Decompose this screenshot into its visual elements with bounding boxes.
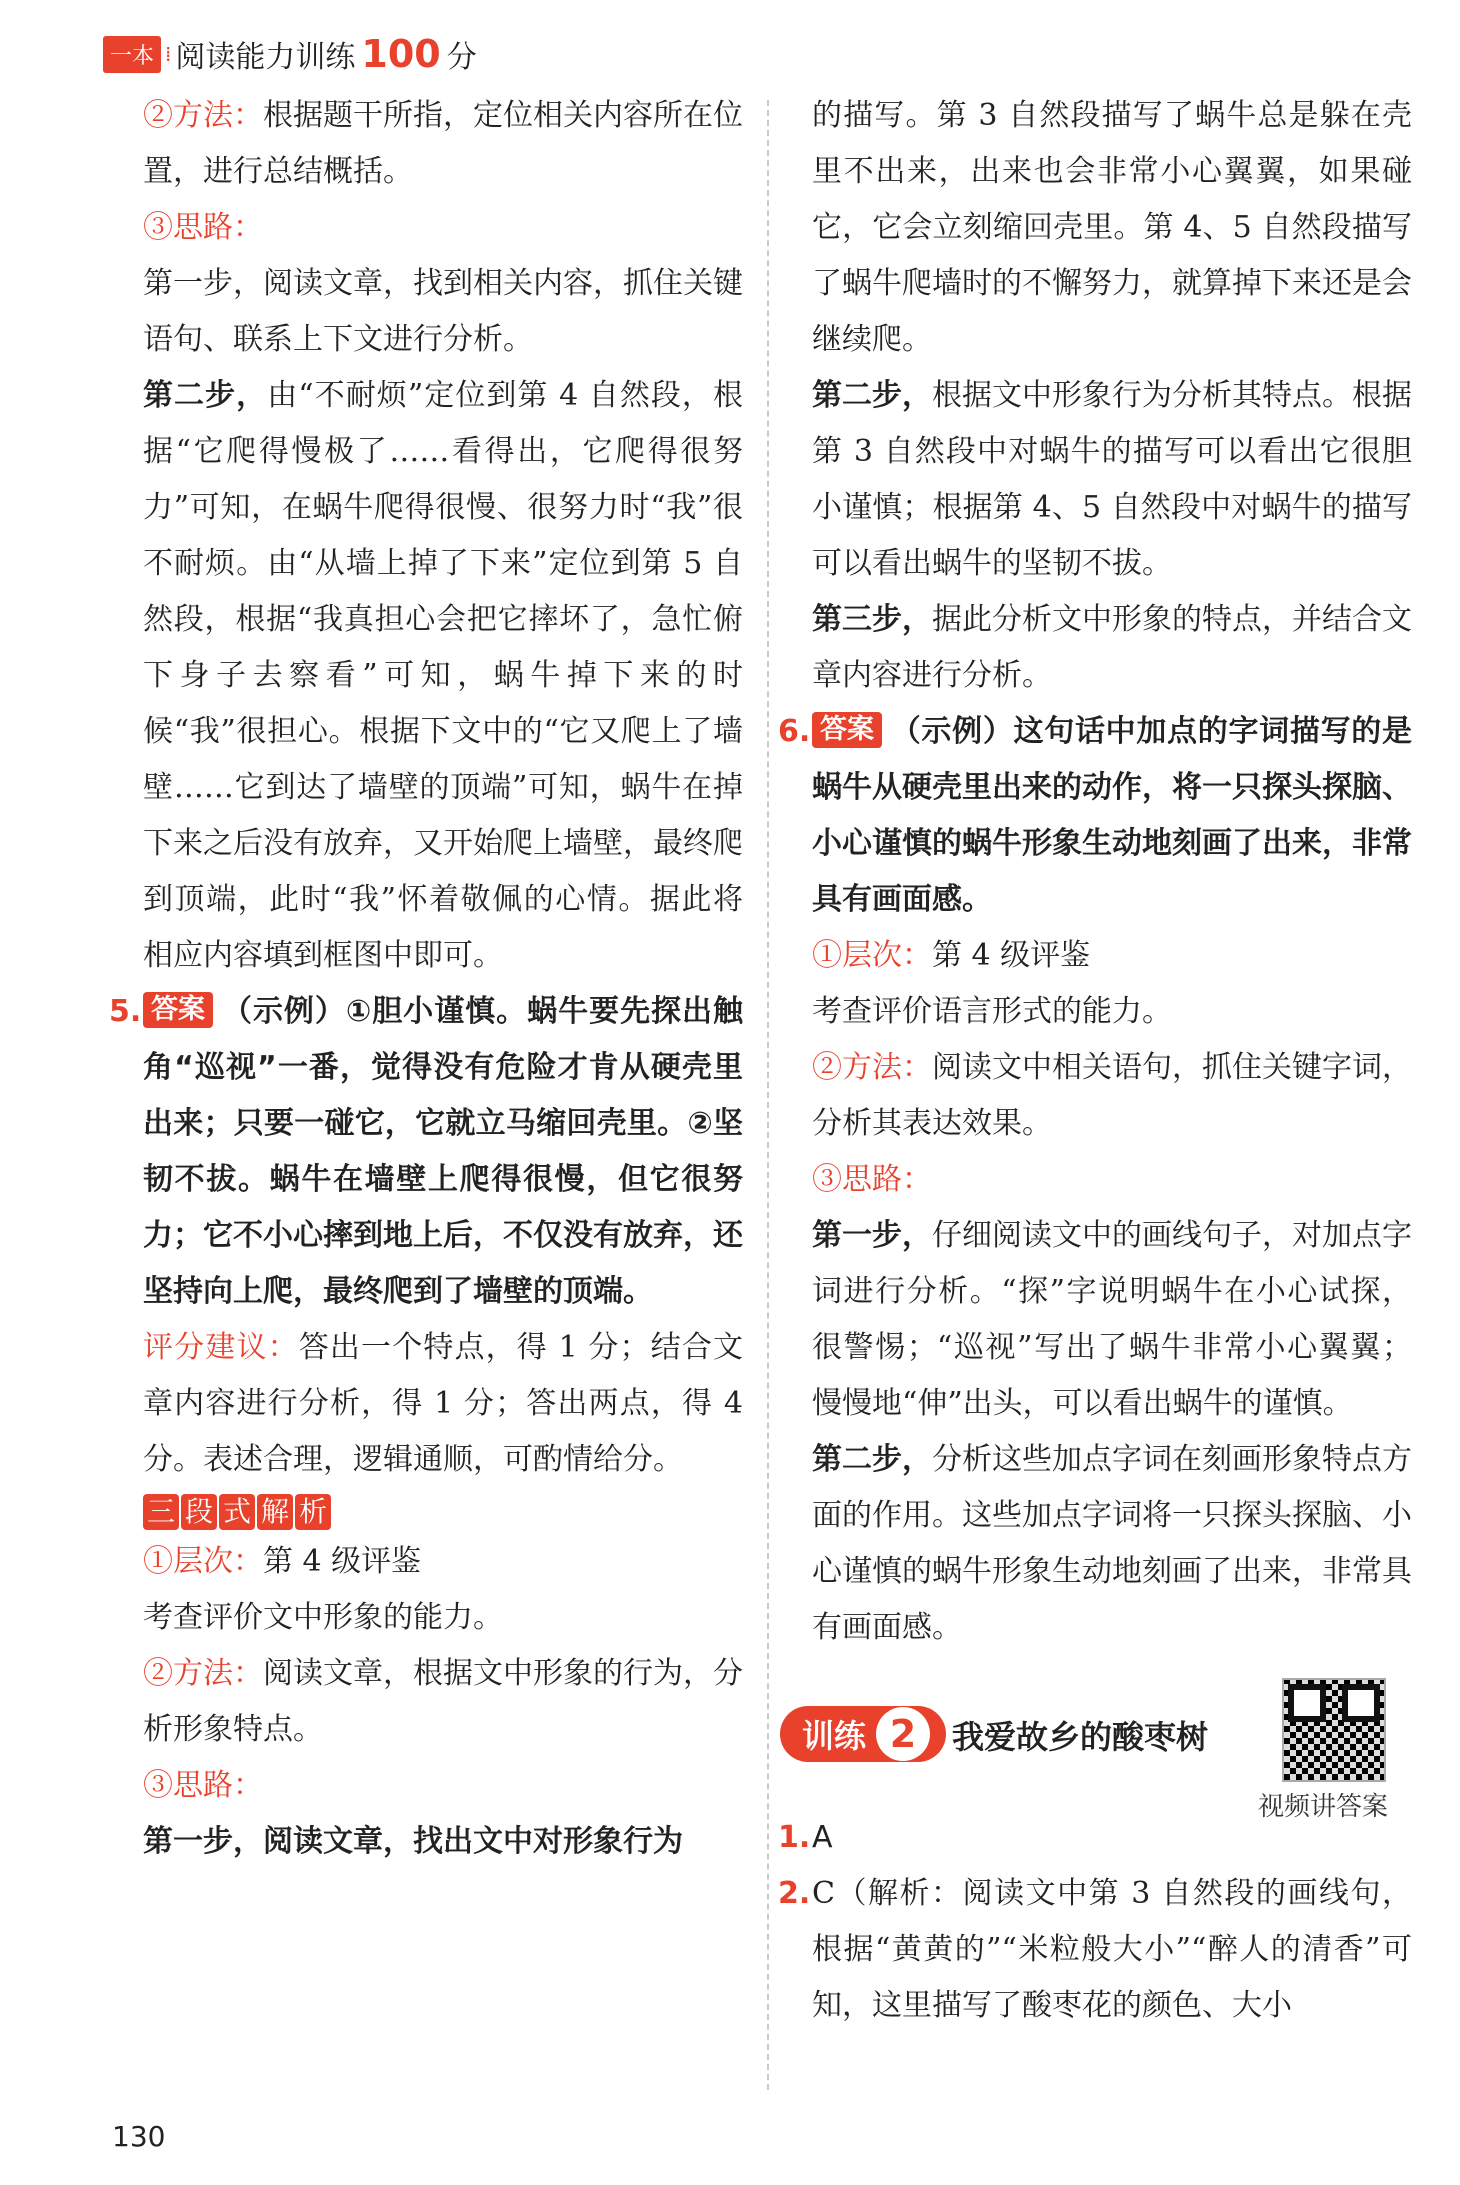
answer-tag: 答案 xyxy=(143,992,213,1028)
training-badge xyxy=(780,1706,946,1762)
thinking-label: ③思路： xyxy=(143,210,263,245)
qr-code-icon[interactable] xyxy=(1282,1678,1386,1782)
level-paragraph xyxy=(143,1534,743,1590)
method-text: 根据题干所指，定位相关内容所在位置，进行总结概括。 xyxy=(143,98,743,189)
analysis-box-3: 式 xyxy=(219,1494,255,1530)
right-level-text: 第 4 级评鉴 xyxy=(932,938,1091,973)
level-description: 考查评价文中形象的能力。 xyxy=(143,1600,503,1635)
right-step-three-lead: 第三步， xyxy=(812,602,932,637)
question-5-answer xyxy=(143,984,743,1320)
question-1-answer: A xyxy=(812,1820,833,1855)
right-step-two-b-text: 分析这些加点字词在刻画形象特点方面的作用。这些加点字词将一只探头探脑、小心谨慎的蜗牛形象生动地刻画了出来，非常具有画面感。 xyxy=(812,1442,1412,1645)
right-thinking-label: ③思路： xyxy=(812,1162,932,1197)
right-step-three xyxy=(812,592,1412,704)
series-number: 100 xyxy=(361,32,441,76)
step-two-lead: 第二步， xyxy=(143,378,268,413)
page-number: 130 xyxy=(112,2120,166,2153)
right-step-two-b xyxy=(812,1432,1412,1656)
question-2-answer: C（解析：阅读文中第 3 自然段的画线句，根据“黄黄的”“米粒般大小”“醉人的清香”可知，这里描写了酸枣花的颜色、大小 xyxy=(812,1876,1412,2023)
right-level-paragraph xyxy=(812,928,1412,984)
question-5 xyxy=(109,984,743,1320)
step-two-text: 由“不耐烦”定位到第 4 自然段，根据“它爬得慢极了……看得出，它爬得很努力”可知，在蜗牛爬得很慢、很努力时“我”很不耐烦。由“从墙上掉了下来”定位到第 5 自然段，根据“我真担心会把它摔坏了，急忙俯下身子去察看”可知，蜗牛掉下来的时候“我”很担心。根据下文中的“它又爬上了墙壁……它到达了墙壁的顶端”可知，蜗牛在掉下来之后没有放弃，又开始爬上墙壁，最终爬到顶端，此时“我”怀着敬佩的心情。据此将相应内容填到框图中即可。 xyxy=(143,378,743,973)
right-thinking-heading xyxy=(812,1152,1412,1208)
method2-text: 阅读文章，根据文中形象的行为，分析形象特点。 xyxy=(143,1656,743,1747)
method-label: ②方法： xyxy=(143,98,263,133)
answer-tag: 答案 xyxy=(812,712,882,748)
right-step-two xyxy=(812,368,1412,592)
analysis-box-5: 析 xyxy=(295,1494,331,1530)
question-6-text: （示例）这句话中加点的字词描写的是蜗牛从硬壳里出来的动作，将一只探头探脑、小心谨慎的蜗牛形象生动地刻画了出来，非常具有画面感。 xyxy=(812,714,1412,917)
right-step-two-lead: 第二步， xyxy=(812,378,932,413)
thinking2-label: ③思路： xyxy=(143,1768,263,1803)
thinking2-heading xyxy=(143,1758,743,1814)
right-method-paragraph xyxy=(812,1040,1412,1152)
page-header xyxy=(103,34,477,74)
left-column xyxy=(109,88,743,1870)
step-one: 第一步，阅读文章，找到相关内容，抓住关键语句、联系上下文进行分析。 xyxy=(143,266,743,357)
question-5-number: 5. xyxy=(109,994,142,1029)
question-1-number: 1. xyxy=(778,1820,811,1855)
step-one-b: 第一步，阅读文章，找出文中对形象行为 xyxy=(143,1824,683,1859)
separator-icon: ⁞ xyxy=(165,42,172,66)
right-step-three-text: 据此分析文中形象的特点，并结合文章内容进行分析。 xyxy=(812,602,1412,693)
training-label: 训练 xyxy=(802,1717,867,1755)
analysis-box-2: 段 xyxy=(181,1494,217,1530)
right-column xyxy=(778,88,1412,2034)
right-step-two-text: 根据文中形象行为分析其特点。根据第 3 自然段中对蜗牛的描写可以看出它很胆小谨慎；根据第 4、5 自然段中对蜗牛的描写可以看出蜗牛的坚韧不拔。 xyxy=(812,378,1412,581)
brand-logo: 一本 xyxy=(103,36,161,73)
question-1 xyxy=(778,1810,1412,1866)
level-text: 第 4 级评鉴 xyxy=(263,1544,422,1579)
right-step-two-b-lead: 第二步， xyxy=(812,1442,932,1477)
question-6-number: 6. xyxy=(778,714,811,749)
method2-paragraph xyxy=(143,1646,743,1758)
analysis-box-1: 三 xyxy=(143,1494,179,1530)
right-method-text: 阅读文中相关语句，抓住关键字词，分析其表达效果。 xyxy=(812,1050,1412,1141)
series-unit: 分 xyxy=(446,40,477,75)
method-paragraph xyxy=(143,88,743,200)
training-title: 我爱故乡的酸枣树 xyxy=(952,1718,1209,1756)
step-two xyxy=(143,368,743,984)
qr-caption: 视频讲答案 xyxy=(1258,1792,1389,1822)
question-6-answer xyxy=(812,704,1412,928)
series-title: 阅读能力训练 xyxy=(175,40,356,75)
column-divider xyxy=(767,100,769,2090)
right-step-one-lead: 第一步， xyxy=(812,1218,932,1253)
right-step-one xyxy=(812,1208,1412,1432)
question-6 xyxy=(778,704,1412,928)
right-level-description: 考查评价语言形式的能力。 xyxy=(812,994,1172,1029)
analysis-heading xyxy=(143,1494,743,1530)
thinking-heading xyxy=(143,200,743,256)
question-5-text: （示例）①胆小谨慎。蜗牛要先探出触角“巡视”一番，觉得没有危险才肯从硬壳里出来；只要一碰它，它就立马缩回壳里。②坚韧不拔。蜗牛在墙壁上爬得很慢，但它很努力；它不小心摔到地上后，不仅没有放弃，还坚持向上爬，最终爬到了墙壁的顶端。 xyxy=(143,994,743,1309)
training-2-header xyxy=(802,1678,1412,1822)
score-label: 评分建议： xyxy=(143,1330,299,1365)
score-paragraph xyxy=(143,1320,743,1488)
question-2-number: 2. xyxy=(778,1876,811,1911)
score-text: 答出一个特点，得 1 分；结合文章内容进行分析，得 1 分；答出两点，得 4 分。表述合理，逻辑通顺，可酌情给分。 xyxy=(143,1330,743,1477)
training-number: 2 xyxy=(876,1707,930,1761)
level-label: ①层次： xyxy=(143,1544,263,1579)
right-step-one-text: 仔细阅读文中的画线句子，对加点字词进行分析。“探”字说明蜗牛在小心试探，很警惕；“巡视”写出了蜗牛非常小心翼翼；慢慢地“伸”出头，可以看出蜗牛的谨慎。 xyxy=(812,1218,1412,1421)
right-level-label: ①层次： xyxy=(812,938,932,973)
right-method-label: ②方法： xyxy=(812,1050,932,1085)
method2-label: ②方法： xyxy=(143,1656,263,1691)
continued-paragraph: 的描写。第 3 自然段描写了蜗牛总是躲在壳里不出来，出来也会非常小心翼翼，如果碰它，它会立刻缩回壳里。第 4、5 自然段描写了蜗牛爬墙时的不懈努力，就算掉下来还是会继续爬。 xyxy=(812,98,1412,357)
question-2 xyxy=(778,1866,1412,2034)
analysis-box-4: 解 xyxy=(257,1494,293,1530)
